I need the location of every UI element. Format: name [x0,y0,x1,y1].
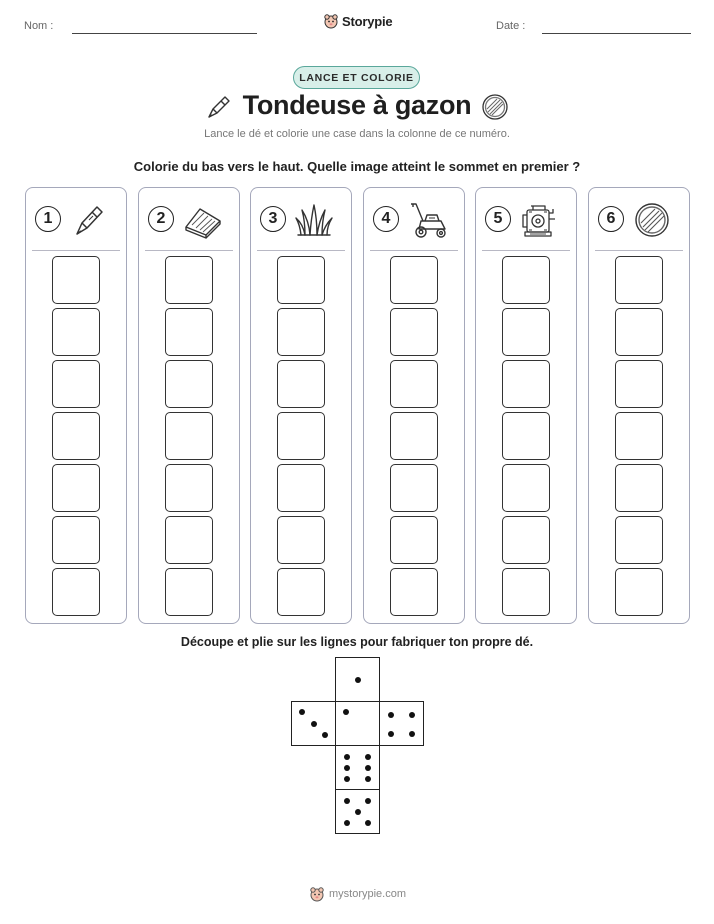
color-cell[interactable] [502,360,550,408]
color-cell[interactable] [390,360,438,408]
color-cell[interactable] [615,568,663,616]
mower-engine-icon [519,201,559,241]
column-header [598,201,682,241]
column-divider [145,250,233,251]
lawn-mower-icon [407,201,449,239]
wood-slice-icon [481,93,509,121]
color-cell[interactable] [502,412,550,460]
storypie-mascot-icon [323,13,339,29]
color-cell[interactable] [277,308,325,356]
storypie-mascot-icon [309,886,325,902]
wood-slice-icon [632,201,672,239]
column-header [373,201,457,241]
die-face-4 [379,701,424,746]
date-label: Date : [496,20,526,32]
column-2 [138,187,240,624]
color-cell[interactable] [502,308,550,356]
footer [309,886,406,902]
die-pip [344,798,350,804]
color-cell[interactable] [52,308,100,356]
sandpaper-icon [182,201,224,239]
color-cell[interactable] [277,412,325,460]
color-cell[interactable] [502,256,550,304]
column-divider [370,250,458,251]
column-5 [475,187,577,624]
color-cell[interactable] [52,516,100,564]
color-cell[interactable] [615,308,663,356]
color-cell[interactable] [615,360,663,408]
column-header [148,201,232,241]
color-cell[interactable] [277,256,325,304]
name-label: Nom : [24,20,54,32]
column-header [485,201,569,241]
color-cell[interactable] [615,256,663,304]
die-face-1-center [335,701,380,746]
grass-icon [294,201,334,239]
column-1 [25,187,127,624]
color-cell[interactable] [165,568,213,616]
color-cell[interactable] [277,568,325,616]
column-number: 5 [485,206,511,232]
color-cell[interactable] [165,516,213,564]
subtitle: Lance le dé et colorie une case dans la colonne de ce numéro. [204,128,510,140]
die-pip [365,765,371,771]
color-cell[interactable] [390,308,438,356]
die-face-5 [335,789,380,834]
die-pip [322,732,328,738]
color-cell[interactable] [502,464,550,512]
color-cell[interactable] [52,412,100,460]
color-cell[interactable] [52,568,100,616]
color-cell[interactable] [277,516,325,564]
die-face-6 [335,745,380,790]
name-line [72,33,257,34]
activity-badge: LANCE ET COLORIE [293,66,420,89]
utility-knife-icon [69,201,109,239]
color-cell[interactable] [52,360,100,408]
die-pip [311,721,317,727]
die-pip [388,712,394,718]
die-pip [409,731,415,737]
die-pip [365,820,371,826]
color-cell[interactable] [390,516,438,564]
color-cell[interactable] [165,360,213,408]
die-pip [344,776,350,782]
color-cell[interactable] [165,256,213,304]
color-cell[interactable] [165,464,213,512]
die-pip [355,809,361,815]
page-title: Tondeuse à gazon [242,90,472,120]
column-3 [250,187,352,624]
color-cell[interactable] [502,568,550,616]
color-cell[interactable] [615,412,663,460]
column-divider [257,250,345,251]
brand-name: Storypie [342,13,393,29]
date-line [542,33,691,34]
die-pip [344,754,350,760]
die-pip [355,677,361,683]
color-cell[interactable] [52,464,100,512]
column-header [35,201,119,241]
color-cell[interactable] [277,360,325,408]
die-pip [365,776,371,782]
column-divider [595,250,683,251]
title-row [0,90,714,126]
coloring-instruction: Colorie du bas vers le haut. Quelle image atteint le sommet en premier ? [133,159,581,174]
die-pip [344,820,350,826]
color-cell[interactable] [165,308,213,356]
die-instruction: Découpe et plie sur les lignes pour fabriquer ton propre dé. [180,635,534,649]
color-cell[interactable] [390,412,438,460]
footer-url: mystorypie.com [329,888,407,900]
color-cell[interactable] [615,464,663,512]
column-divider [482,250,570,251]
column-number: 1 [35,206,61,232]
die-pip [388,731,394,737]
die-pip [365,754,371,760]
color-cell[interactable] [52,256,100,304]
color-cell[interactable] [390,256,438,304]
color-cell[interactable] [390,568,438,616]
brand-logo [323,13,392,29]
die-face-1 [335,657,380,702]
die-pip [365,798,371,804]
column-divider [32,250,120,251]
color-cell[interactable] [277,464,325,512]
column-number: 4 [373,206,399,232]
column-number: 6 [598,206,624,232]
color-cell[interactable] [390,464,438,512]
column-number: 3 [260,206,286,232]
die-pip [299,709,305,715]
color-cell[interactable] [615,516,663,564]
die-pip [344,765,350,771]
column-4 [363,187,465,624]
color-cell[interactable] [165,412,213,460]
column-6 [588,187,690,624]
column-header [260,201,344,241]
die-pip [409,712,415,718]
column-number: 2 [148,206,174,232]
die-face-3 [291,701,336,746]
die-pip [343,709,349,715]
color-cell[interactable] [502,516,550,564]
